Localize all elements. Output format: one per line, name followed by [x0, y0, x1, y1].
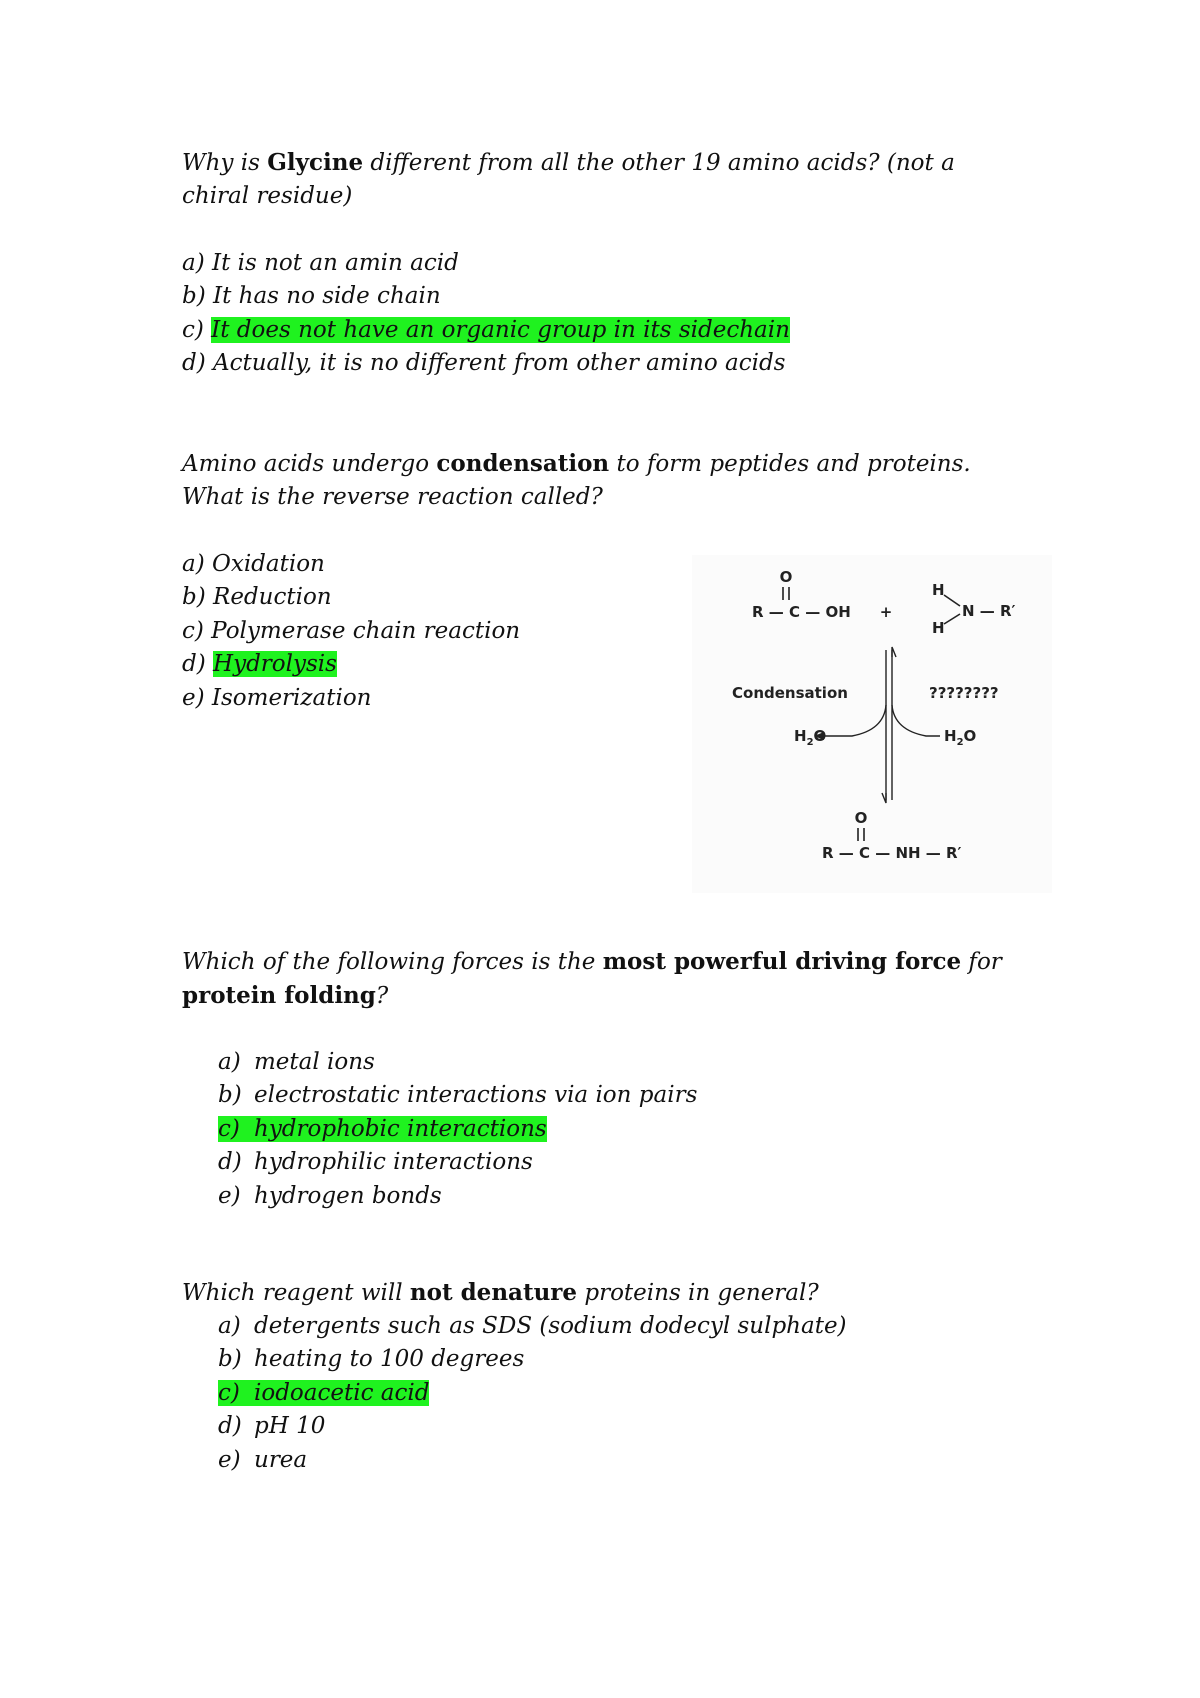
- question-3-text: Which of the following forces is the most powerful driving force for: [182, 948, 1002, 975]
- amide-product: R — C — NH — R′: [822, 844, 962, 862]
- question-2-text: Amino acids undergo condensation to form peptides and proteins.: [182, 450, 971, 477]
- water-right: $H_2O$: [944, 727, 977, 748]
- amine-nitrogen: N — R′: [962, 602, 1016, 620]
- carbonyl-oxygen-top: O: [779, 568, 793, 586]
- highlighted-answer: c) iodoacetic acid: [218, 1379, 430, 1406]
- answer-option-b: b) It has no side chain: [182, 283, 441, 309]
- answer-option-c-correct: [182, 1377, 1062, 1411]
- carbonyl-oxygen-bottom: O: [854, 809, 868, 827]
- answer-option-d: d) pH 10: [218, 1413, 326, 1439]
- highlighted-answer: Hydrolysis: [213, 651, 337, 677]
- answer-option-e: e) urea: [218, 1446, 308, 1473]
- question-1-text: Why is Glycine different from all the other 19 amino acids? (not a: [182, 149, 955, 176]
- answer-option-c-correct: c) It does not have an organic group in its sidechain: [182, 316, 790, 343]
- amine-hydrogen-top: H: [932, 581, 945, 599]
- answer-option-c: c) Polymerase chain reaction: [182, 617, 521, 644]
- water-left: $H_2O$: [794, 727, 827, 748]
- answer-option-a: a) detergents such as SDS (sodium dodecyl sulphate): [218, 1312, 847, 1339]
- condensation-label: Condensation: [732, 684, 848, 702]
- answer-option-e: e) Isomerization: [182, 684, 372, 711]
- condensation-reaction-diagram: [692, 555, 1052, 893]
- answer-option-a: a) It is not an amin acid: [182, 249, 459, 276]
- question-3: [182, 945, 1062, 1213]
- answer-option-a: a) Oxidation: [182, 550, 325, 577]
- answer-option-d-correct: d) Hydrolysis: [182, 651, 337, 677]
- question-4: [182, 1276, 1062, 1477]
- question-3-text-cont: protein folding?: [182, 981, 389, 1009]
- question-4-text: Which reagent will not denature proteins in general?: [182, 1279, 819, 1306]
- answer-option-b: b) heating to 100 degrees: [218, 1346, 525, 1372]
- answer-option-b: b) electrostatic interactions via ion pairs: [218, 1082, 698, 1108]
- unknown-reaction-label: ????????: [929, 684, 999, 702]
- question-1: [182, 146, 1062, 381]
- answer-option-d: d) Actually, it is no different from other amino acids: [182, 350, 786, 376]
- amine-hydrogen-bottom: H: [932, 619, 945, 637]
- highlighted-answer: c) hydrophobic interactions: [218, 1115, 547, 1142]
- reaction-svg: [692, 555, 1052, 893]
- plus-sign: +: [879, 603, 893, 621]
- answer-option-b: b) Reduction: [182, 584, 332, 610]
- answer-option-a: a) metal ions: [218, 1048, 375, 1075]
- answer-option-e: e) hydrogen bonds: [218, 1182, 442, 1209]
- question-2-text-cont: What is the reverse reaction called?: [182, 483, 603, 510]
- carboxylic-acid: R — C — OH: [752, 603, 851, 621]
- highlighted-answer: It does not have an organic group in its sidechain: [211, 316, 790, 343]
- answer-option-c-correct: [182, 1113, 1062, 1147]
- question-1-text-cont: chiral residue): [182, 182, 353, 209]
- answer-option-d: d) hydrophilic interactions: [218, 1149, 533, 1175]
